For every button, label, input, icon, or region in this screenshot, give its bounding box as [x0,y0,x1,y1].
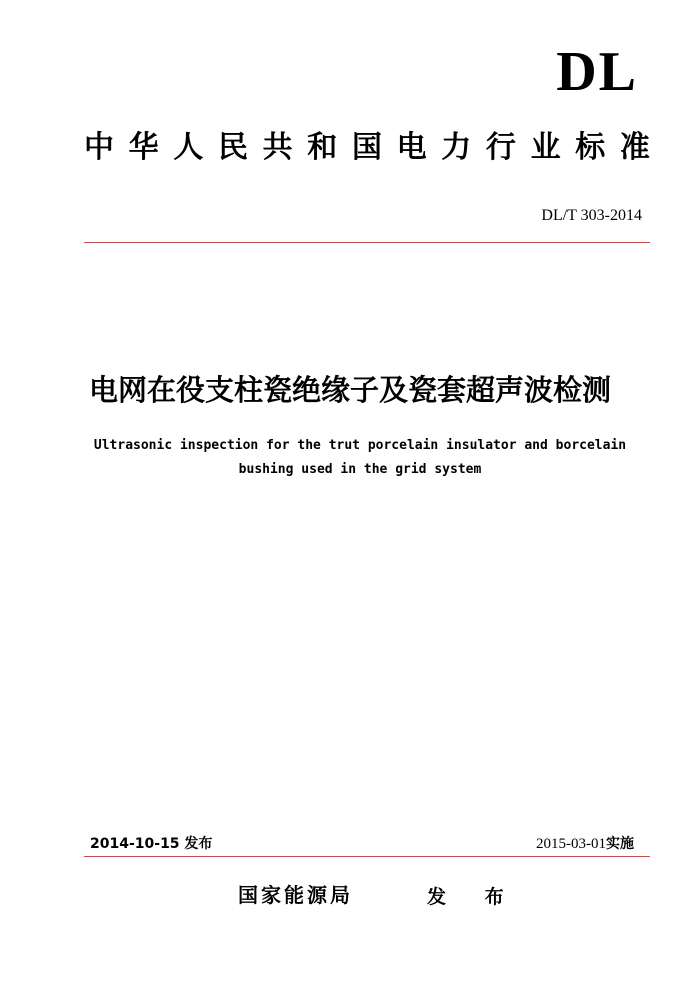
title-char: 准 [619,130,650,165]
title-char: 人 [173,130,204,165]
title-char: 行 [485,130,516,165]
implementation-label: 实施 [606,836,634,852]
english-title-line: Ultrasonic inspection for the trut porcelain insulator and borcelain [93,438,627,453]
implementation-date-value: 2015-03-01 [536,836,606,852]
title-char: 中 [84,130,114,165]
english-title-line: bushing used in the grid system [238,462,482,477]
issue-date: 2014-10-15 发布 [90,836,213,852]
dl-logo: DL [556,41,638,103]
title-char: 和 [307,130,338,165]
chinese-title: 电网在役支柱瓷绝缘子及瓷套超声波检测 [88,373,611,407]
bottom-divider [84,856,650,857]
title-char: 华 [128,130,159,165]
publisher-name: 国家能源局 [238,883,353,907]
standard-number: DL/T 303-2014 [541,207,642,224]
title-char: 共 [262,130,293,165]
top-divider [84,242,650,243]
title-char: 电 [396,130,427,165]
implementation-date [536,834,634,854]
publish-label: 发 布 [427,886,520,908]
industry-standard-title [84,128,650,168]
title-char: 力 [441,130,472,165]
title-char: 业 [530,130,561,165]
english-title [70,434,650,482]
title-char: 民 [217,130,248,165]
title-char: 标 [575,130,606,165]
title-char: 国 [351,130,382,165]
